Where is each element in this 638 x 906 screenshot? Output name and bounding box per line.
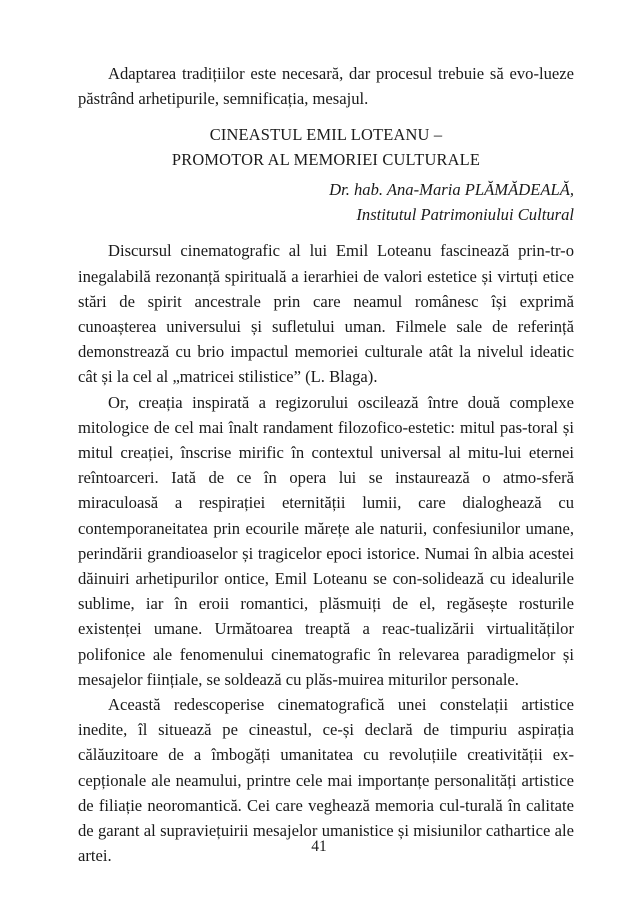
author-name: Dr. hab. Ana-Maria PLĂMĂDEALĂ, [329,180,574,200]
page-body [78,61,574,868]
author-block [78,178,574,227]
body-paragraph-2: Or, creația inspirată a regizorului oscilează între două complexe mitologice de cel mai înalt randament filozofico-estetic: mitul pas-toral și mitul creației, înscrise mirific în contextul universal al mitu-lui eternei reîntoarceri. Iată de ce în opera lui se instaurează o atmo-sferă miraculoasă a respirației eternității lumii, care dialoghează cu contemporaneitatea prin ecourile mărețe ale naturii, confesiunilor umane, perindării grandioaselor și tragicelor epoci istorice. Numai în albia acestei dăinuiri arhetipurilor ontice, Emil Loteanu se con-solidează cu idealurile sublime, iar în eroii romantici, plăsmuiți de el, regăsește rosturile existenței umane. Următoarea treaptă a reac-tualizării virtualităților polifonice ale fenomenului cinematografic în relevarea paradigmelor și mesajelor ființiale, se soldează cu plăs-muirea miturilor personale. [78,392,574,689]
body-paragraph-3: Această redescoperise cinematografică unei constelații artistice inedite, îl situează pe cineastul, ce-și declară de timpuriu aspirația călăuzitoare de a îmbogăți umanitatea cu revoluțiile creativității ex-cepționale ale neamului, printre cele mai importanțe personalități artistice de filiație neoromantică. Cei care veghează memoria cul-turală în calitate de garant al supraviețuirii mesajelor umanistice și misiunilor cathartice ale artei. [78,695,574,866]
body-paragraph-1: Discursul cinematografic al lui Emil Loteanu fascinează prin-tr-o inegalabilă rezonanță spirituală a ierarhiei de valori estetice și virtuți etice stări de spirit ancestrale prin care neamul românesc își exprimă cunoașterea universului și sufletului uman. Filmele sale de referință demonstrează cu brio impactul memoriei culturale atât la nivelul ideatic cât și la cel al „matricei stilistice” (L. Blaga). [78,241,574,387]
title-line-2: PROMOTOR AL MEMORIEI CULTURALE [171,149,481,169]
author-affiliation: Institutul Patrimoniului Cultural [356,204,574,224]
intro-paragraph: Adaptarea tradițiilor este necesară, dar procesul trebuie să evo-lueze păstrând arhetipurile, semnificația, mesajul. [78,64,574,109]
title-line-1: CINEASTUL EMIL LOTEANU – [209,125,443,145]
article-title [78,123,574,172]
page-number: 41 [311,838,327,855]
